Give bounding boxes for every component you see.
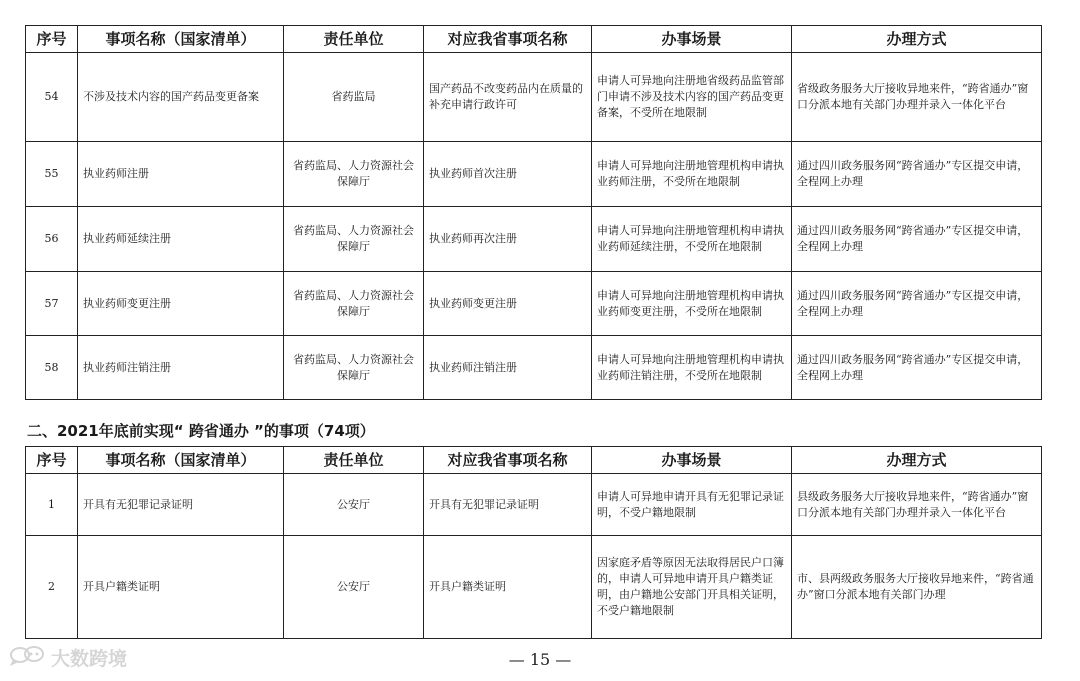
item-name: 执业药师注销注册 — [78, 336, 284, 400]
item-name: 开具户籍类证明 — [78, 536, 284, 639]
row-number: 58 — [26, 336, 78, 400]
responsible-unit: 省药监局、人力资源社会保障厅 — [284, 207, 424, 272]
provincial-item-name: 开具户籍类证明 — [424, 536, 592, 639]
item-name: 执业药师延续注册 — [78, 207, 284, 272]
handling-method: 通过四川政务服务网“跨省通办”专区提交申请，全程网上办理 — [792, 272, 1042, 336]
header-provincial-item: 对应我省事项名称 — [424, 447, 592, 474]
matters-table-2021 — [25, 446, 1042, 639]
table-row — [26, 207, 1042, 272]
section-heading: 二、2021年底前实现“ 跨省通办 ”的事项（74项） — [27, 422, 375, 440]
handling-method: 通过四川政务服务网“跨省通办”专区提交申请，全程网上办理 — [792, 207, 1042, 272]
header-provincial-item: 对应我省事项名称 — [424, 26, 592, 53]
service-scenario: 申请人可异地向注册地管理机构申请执业药师变更注册，不受所在地限制 — [592, 272, 792, 336]
page-number: — 15 — — [508, 650, 572, 669]
header-responsible-unit: 责任单位 — [284, 447, 424, 474]
matters-table-continued — [25, 25, 1042, 400]
row-number: 2 — [26, 536, 78, 639]
header-scenario: 办事场景 — [592, 26, 792, 53]
table-row — [26, 272, 1042, 336]
provincial-item-name: 执业药师首次注册 — [424, 142, 592, 207]
service-scenario: 申请人可异地向注册地管理机构申请执业药师延续注册，不受所在地限制 — [592, 207, 792, 272]
provincial-item-name: 执业药师变更注册 — [424, 272, 592, 336]
header-seq: 序号 — [26, 447, 78, 474]
responsible-unit: 省药监局、人力资源社会保障厅 — [284, 142, 424, 207]
table-header-row — [26, 26, 1042, 53]
header-method: 办理方式 — [792, 447, 1042, 474]
provincial-item-name: 开具有无犯罪记录证明 — [424, 474, 592, 536]
header-seq: 序号 — [26, 26, 78, 53]
responsible-unit: 公安厅 — [284, 536, 424, 639]
row-number: 1 — [26, 474, 78, 536]
row-number: 56 — [26, 207, 78, 272]
item-name: 不涉及技术内容的国产药品变更备案 — [78, 53, 284, 142]
service-scenario: 申请人可异地申请开具有无犯罪记录证明，不受户籍地限制 — [592, 474, 792, 536]
responsible-unit: 省药监局、人力资源社会保障厅 — [284, 272, 424, 336]
handling-method: 通过四川政务服务网“跨省通办”专区提交申请，全程网上办理 — [792, 142, 1042, 207]
service-scenario: 申请人可异地向注册地管理机构申请执业药师注销注册，不受所在地限制 — [592, 336, 792, 400]
table-header-row — [26, 447, 1042, 474]
watermark-text: 大数跨境 — [51, 648, 128, 670]
service-scenario: 申请人可异地向注册地管理机构申请执业药师注册，不受所在地限制 — [592, 142, 792, 207]
header-scenario: 办事场景 — [592, 447, 792, 474]
row-number: 57 — [26, 272, 78, 336]
row-number: 54 — [26, 53, 78, 142]
header-item-name: 事项名称（国家清单） — [78, 26, 284, 53]
item-name: 执业药师变更注册 — [78, 272, 284, 336]
header-responsible-unit: 责任单位 — [284, 26, 424, 53]
provincial-item-name: 国产药品不改变药品内在质量的补充申请行政许可 — [424, 53, 592, 142]
header-item-name: 事项名称（国家清单） — [78, 447, 284, 474]
watermark — [8, 644, 127, 671]
table-row — [26, 336, 1042, 400]
handling-method: 省级政务服务大厅接收异地来件，“跨省通办”窗口分派本地有关部门办理并录入一体化平台 — [792, 53, 1042, 142]
handling-method: 市、县两级政务服务大厅接收异地来件，“跨省通办”窗口分派本地有关部门办理 — [792, 536, 1042, 639]
item-name: 执业药师注册 — [78, 142, 284, 207]
service-scenario: 申请人可异地向注册地省级药品监管部门申请不涉及技术内容的国产药品变更备案，不受所在地限制 — [592, 53, 792, 142]
responsible-unit: 省药监局 — [284, 53, 424, 142]
table-row — [26, 142, 1042, 207]
row-number: 55 — [26, 142, 78, 207]
provincial-item-name: 执业药师注销注册 — [424, 336, 592, 400]
table-row — [26, 474, 1042, 536]
item-name: 开具有无犯罪记录证明 — [78, 474, 284, 536]
responsible-unit: 省药监局、人力资源社会保障厅 — [284, 336, 424, 400]
table-row — [26, 53, 1042, 142]
service-scenario: 因家庭矛盾等原因无法取得居民户口簿的，申请人可异地申请开具户籍类证明，由户籍地公安部门开具相关证明，不受户籍地限制 — [592, 536, 792, 639]
header-method: 办理方式 — [792, 26, 1042, 53]
handling-method: 通过四川政务服务网“跨省通办”专区提交申请，全程网上办理 — [792, 336, 1042, 400]
table-row — [26, 536, 1042, 639]
responsible-unit: 公安厅 — [284, 474, 424, 536]
provincial-item-name: 执业药师再次注册 — [424, 207, 592, 272]
handling-method: 县级政务服务大厅接收异地来件，“跨省通办”窗口分派本地有关部门办理并录入一体化平台 — [792, 474, 1042, 536]
chat-bubbles-icon — [8, 644, 51, 671]
